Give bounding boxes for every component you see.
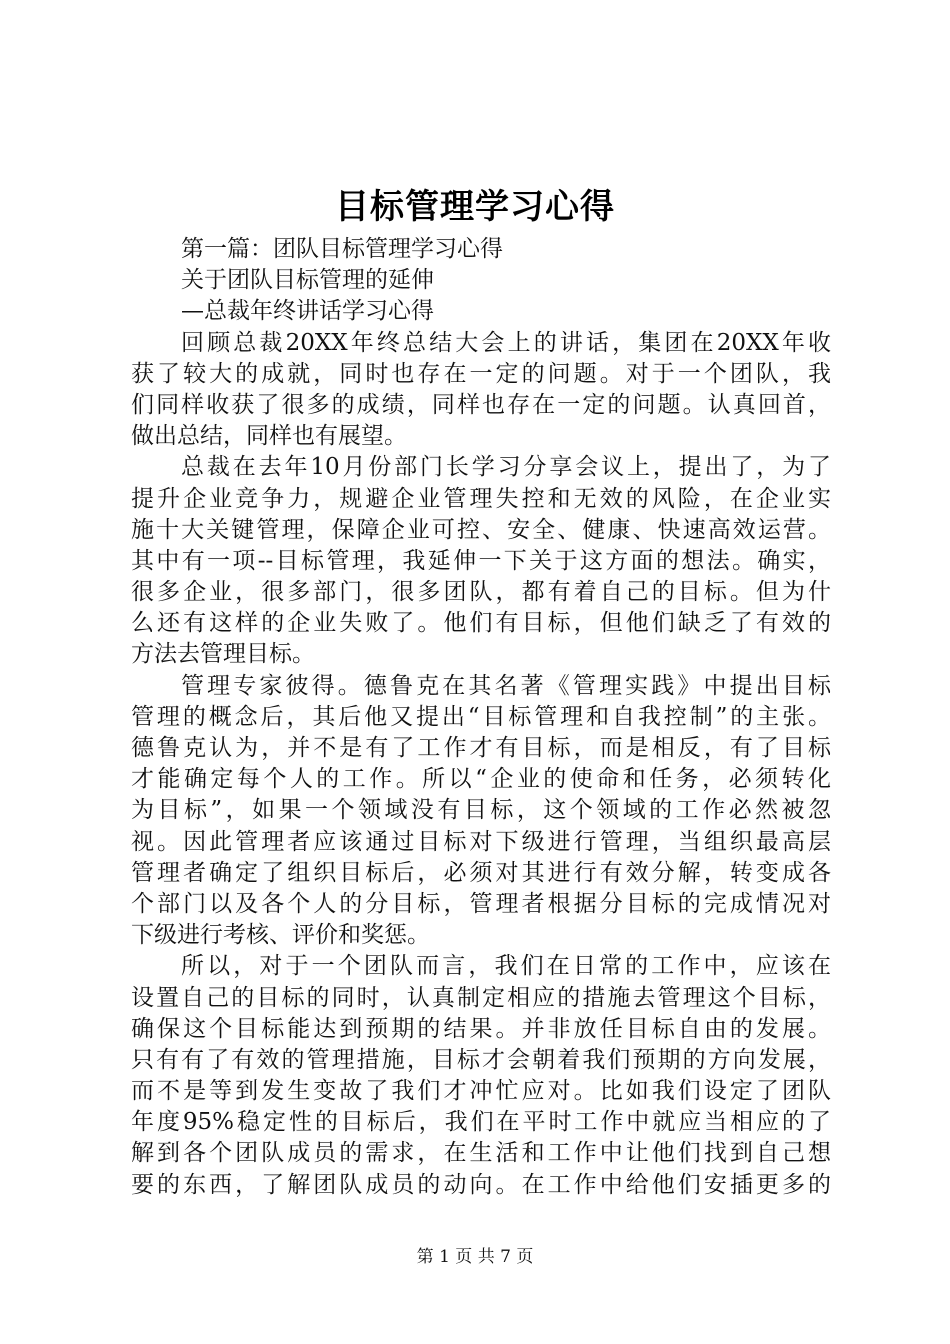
body-line: 所以，对于一个团队而言，我们在日常的工作中，应该在 (181, 953, 831, 980)
body-line: 下级进行考核、评价和奖惩。 (131, 922, 430, 949)
body-line: 年度95%稳定性的目标后，我们在平时工作中就应当相应的了 (131, 1109, 831, 1136)
body-line: 为目标”，如果一个领域没有目标，这个领域的工作必然被忽 (131, 797, 831, 824)
body-line: 提升企业竞争力，规避企业管理失控和无效的风险，在企业实 (131, 485, 831, 512)
body-line: 视。因此管理者应该通过目标对下级进行管理，当组织最高层 (131, 828, 831, 855)
body-line: 德鲁克认为，并不是有了工作才有目标，而是相反，有了目标 (131, 735, 831, 761)
body-line: 才能确定每个人的工作。所以“企业的使命和任务，必须转化 (131, 766, 831, 793)
body-line: 个部门以及各个人的分目标，管理者根据分目标的完成情况对 (131, 890, 831, 917)
body-line: 而不是等到发生变故了我们才冲忙应对。比如我们设定了团队 (131, 1078, 831, 1105)
body-line: 回顾总裁20XX年终总结大会上的讲话，集团在20XX年收 (181, 329, 831, 356)
body-line: 们同样收获了很多的成绩，同样也存在一定的问题。认真回首， (131, 391, 831, 418)
body-line: 管理的概念后，其后他又提出“目标管理和自我控制”的主张。 (131, 703, 831, 730)
body-line: 其中有一项--目标管理，我延伸一下关于这方面的想法。确实， (131, 547, 831, 574)
body-line: 很多企业，很多部门，很多团队，都有着自己的目标。但为什 (131, 579, 831, 606)
body-line: 总裁在去年10月份部门长学习分享会议上，提出了，为了 (181, 454, 831, 481)
body-line: 管理者确定了组织目标后，必须对其进行有效分解，转变成各 (131, 859, 831, 886)
body-line: 设置自己的目标的同时，认真制定相应的措施去管理这个目标， (131, 984, 831, 1011)
body-line: 第一篇：团队目标管理学习心得 (181, 236, 503, 262)
body-line: 施十大关键管理，保障企业可控、安全、健康、快速高效运营。 (131, 516, 831, 543)
document-body (131, 234, 831, 1201)
body-line: 做出总结，同样也有展望。 (131, 423, 407, 450)
document-title: 目标管理学习心得 (335, 187, 615, 227)
body-line: 管理专家彼得。德鲁克在其名著《管理实践》中提出目标 (181, 672, 831, 699)
page-footer: 第 1 页 共 7 页 (416, 1247, 534, 1267)
body-line: 获了较大的成就，同时也存在一定的问题。对于一个团队，我 (131, 360, 831, 387)
body-line: 么还有这样的企业失败了。他们有目标，但他们缺乏了有效的 (131, 610, 831, 637)
body-line: 要的东西，了解团队成员的动向。在工作中给他们安插更多的 (131, 1171, 831, 1198)
body-line: 解到各个团队成员的需求，在生活和工作中让他们找到自己想 (131, 1140, 831, 1167)
body-line: 方法去管理目标。 (131, 641, 315, 668)
body-line: —总裁年终讲话学习心得 (181, 298, 434, 325)
body-line: 只有有了有效的管理措施，目标才会朝着我们预期的方向发展， (131, 1046, 831, 1073)
body-line: 确保这个目标能达到预期的结果。并非放任目标自由的发展。 (131, 1015, 831, 1042)
body-line: 关于团队目标管理的延伸 (181, 267, 434, 294)
